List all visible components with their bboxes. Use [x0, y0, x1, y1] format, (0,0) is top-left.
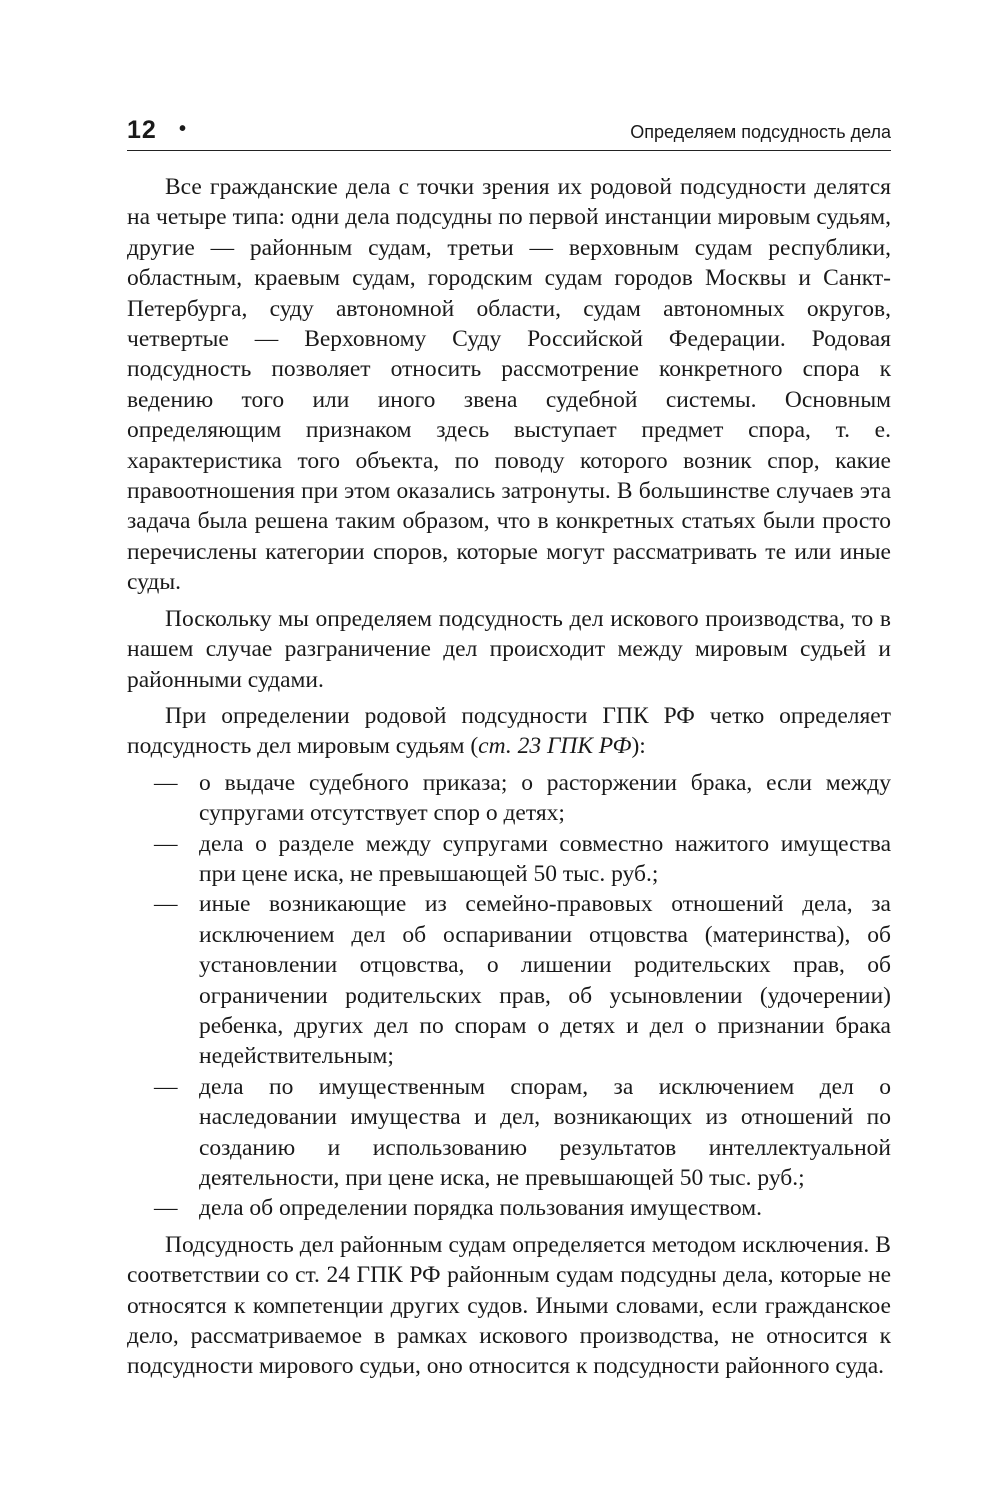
paragraph-1: Все гражданские дела с точки зрения их родовой подсудности делятся на четыре типа: одни дела подсудны по первой инстанции мировым судьям, другие — районным судам, третьи — верховным судам республики, областным, краевым судам, городским судам городов Москвы и Санкт-Петербурга, суду автономной области, судам автономных округов, четвертые — Верховному Суду Российской Федерации. Родовая подсудность позволяет относить рассмотрение конкретного спора к ведению того или иного звена судебной системы. Основным определяющим признаком здесь выступает предмет спора, т. е. характеристика того объекта, по поводу которого возник спор, какие правоотношения при этом оказались затронуты. В большинстве случаев эта задача была решена таким образом, что в конкретных статьях были просто перечислены категории споров, которые могут рассматривать те или иные суды.: [127, 174, 891, 596]
paragraph-4: Подсудность дел районным судам определяется методом исключения. В соответствии со ст. 24 ГПК РФ районным судам подсудны дела, которые не относятся к компетенции других судов. Иными словами, если гражданское дело, рассматриваемое в рамках искового производства, не относится к подсудности мирового судьи, оно относится к подсудности районного суда.: [127, 1231, 891, 1380]
list-item-text: о выдаче судебного приказа; о расторжении брака, если между супругами отсутствует спор о детях;: [199, 769, 891, 827]
body-text: [127, 172, 891, 1382]
citation-art-23: ст. 23 ГПК РФ: [478, 733, 632, 760]
paragraph-3-intro: При определении родовой подсудности ГПК РФ четко определяет подсудность дел мировым судьям (: [127, 702, 891, 760]
paragraph-2: Поскольку мы определяем подсудность дел искового производства, то в нашем случае разграничение дел происходит между мировым судьей и районными судами.: [127, 605, 891, 693]
dash-marker: —: [154, 830, 178, 857]
list-item: [127, 768, 891, 829]
dash-marker: —: [154, 1073, 178, 1100]
list-item-text: иные возникающие из семейно-правовых отношений дела, за исключением дел об оспаривании отцовства (материнства), об установлении отцовства, о лишении родительских прав, об ограничении родительских прав, об усыновлении (удочерении) ребенка, других дел по спорам о детях и дел о признании брака недействительным;: [199, 891, 891, 1070]
dash-marker: —: [154, 1195, 178, 1222]
jurisdiction-list: [127, 768, 891, 1224]
header-bullet: •: [179, 118, 187, 140]
paragraph-3: [127, 701, 891, 762]
dash-marker: —: [154, 891, 178, 918]
paragraph-3-end: ):: [631, 733, 646, 760]
list-item-text: дела о разделе между супругами совместно нажитого имущества при цене иска, не превышающей 50 тыс. руб.;: [199, 830, 891, 887]
list-item-text: дела об определении порядка пользования имуществом.: [199, 1195, 762, 1222]
page-header: [127, 112, 891, 151]
dash-marker: —: [154, 769, 178, 796]
page-number: 12: [127, 116, 157, 144]
list-item-text: дела по имущественным спорам, за исключением дел о наследовании имущества и дел, возникающих из отношений по созданию и использованию результатов интеллектуальной деятельности, при цене иска, не превышающей 50 тыс. руб.;: [199, 1073, 891, 1191]
list-item: [127, 1072, 891, 1194]
list-item: [127, 1193, 891, 1223]
running-title: Определяем подсудность дела: [630, 122, 891, 142]
list-item: [127, 829, 891, 890]
list-item: [127, 889, 891, 1071]
